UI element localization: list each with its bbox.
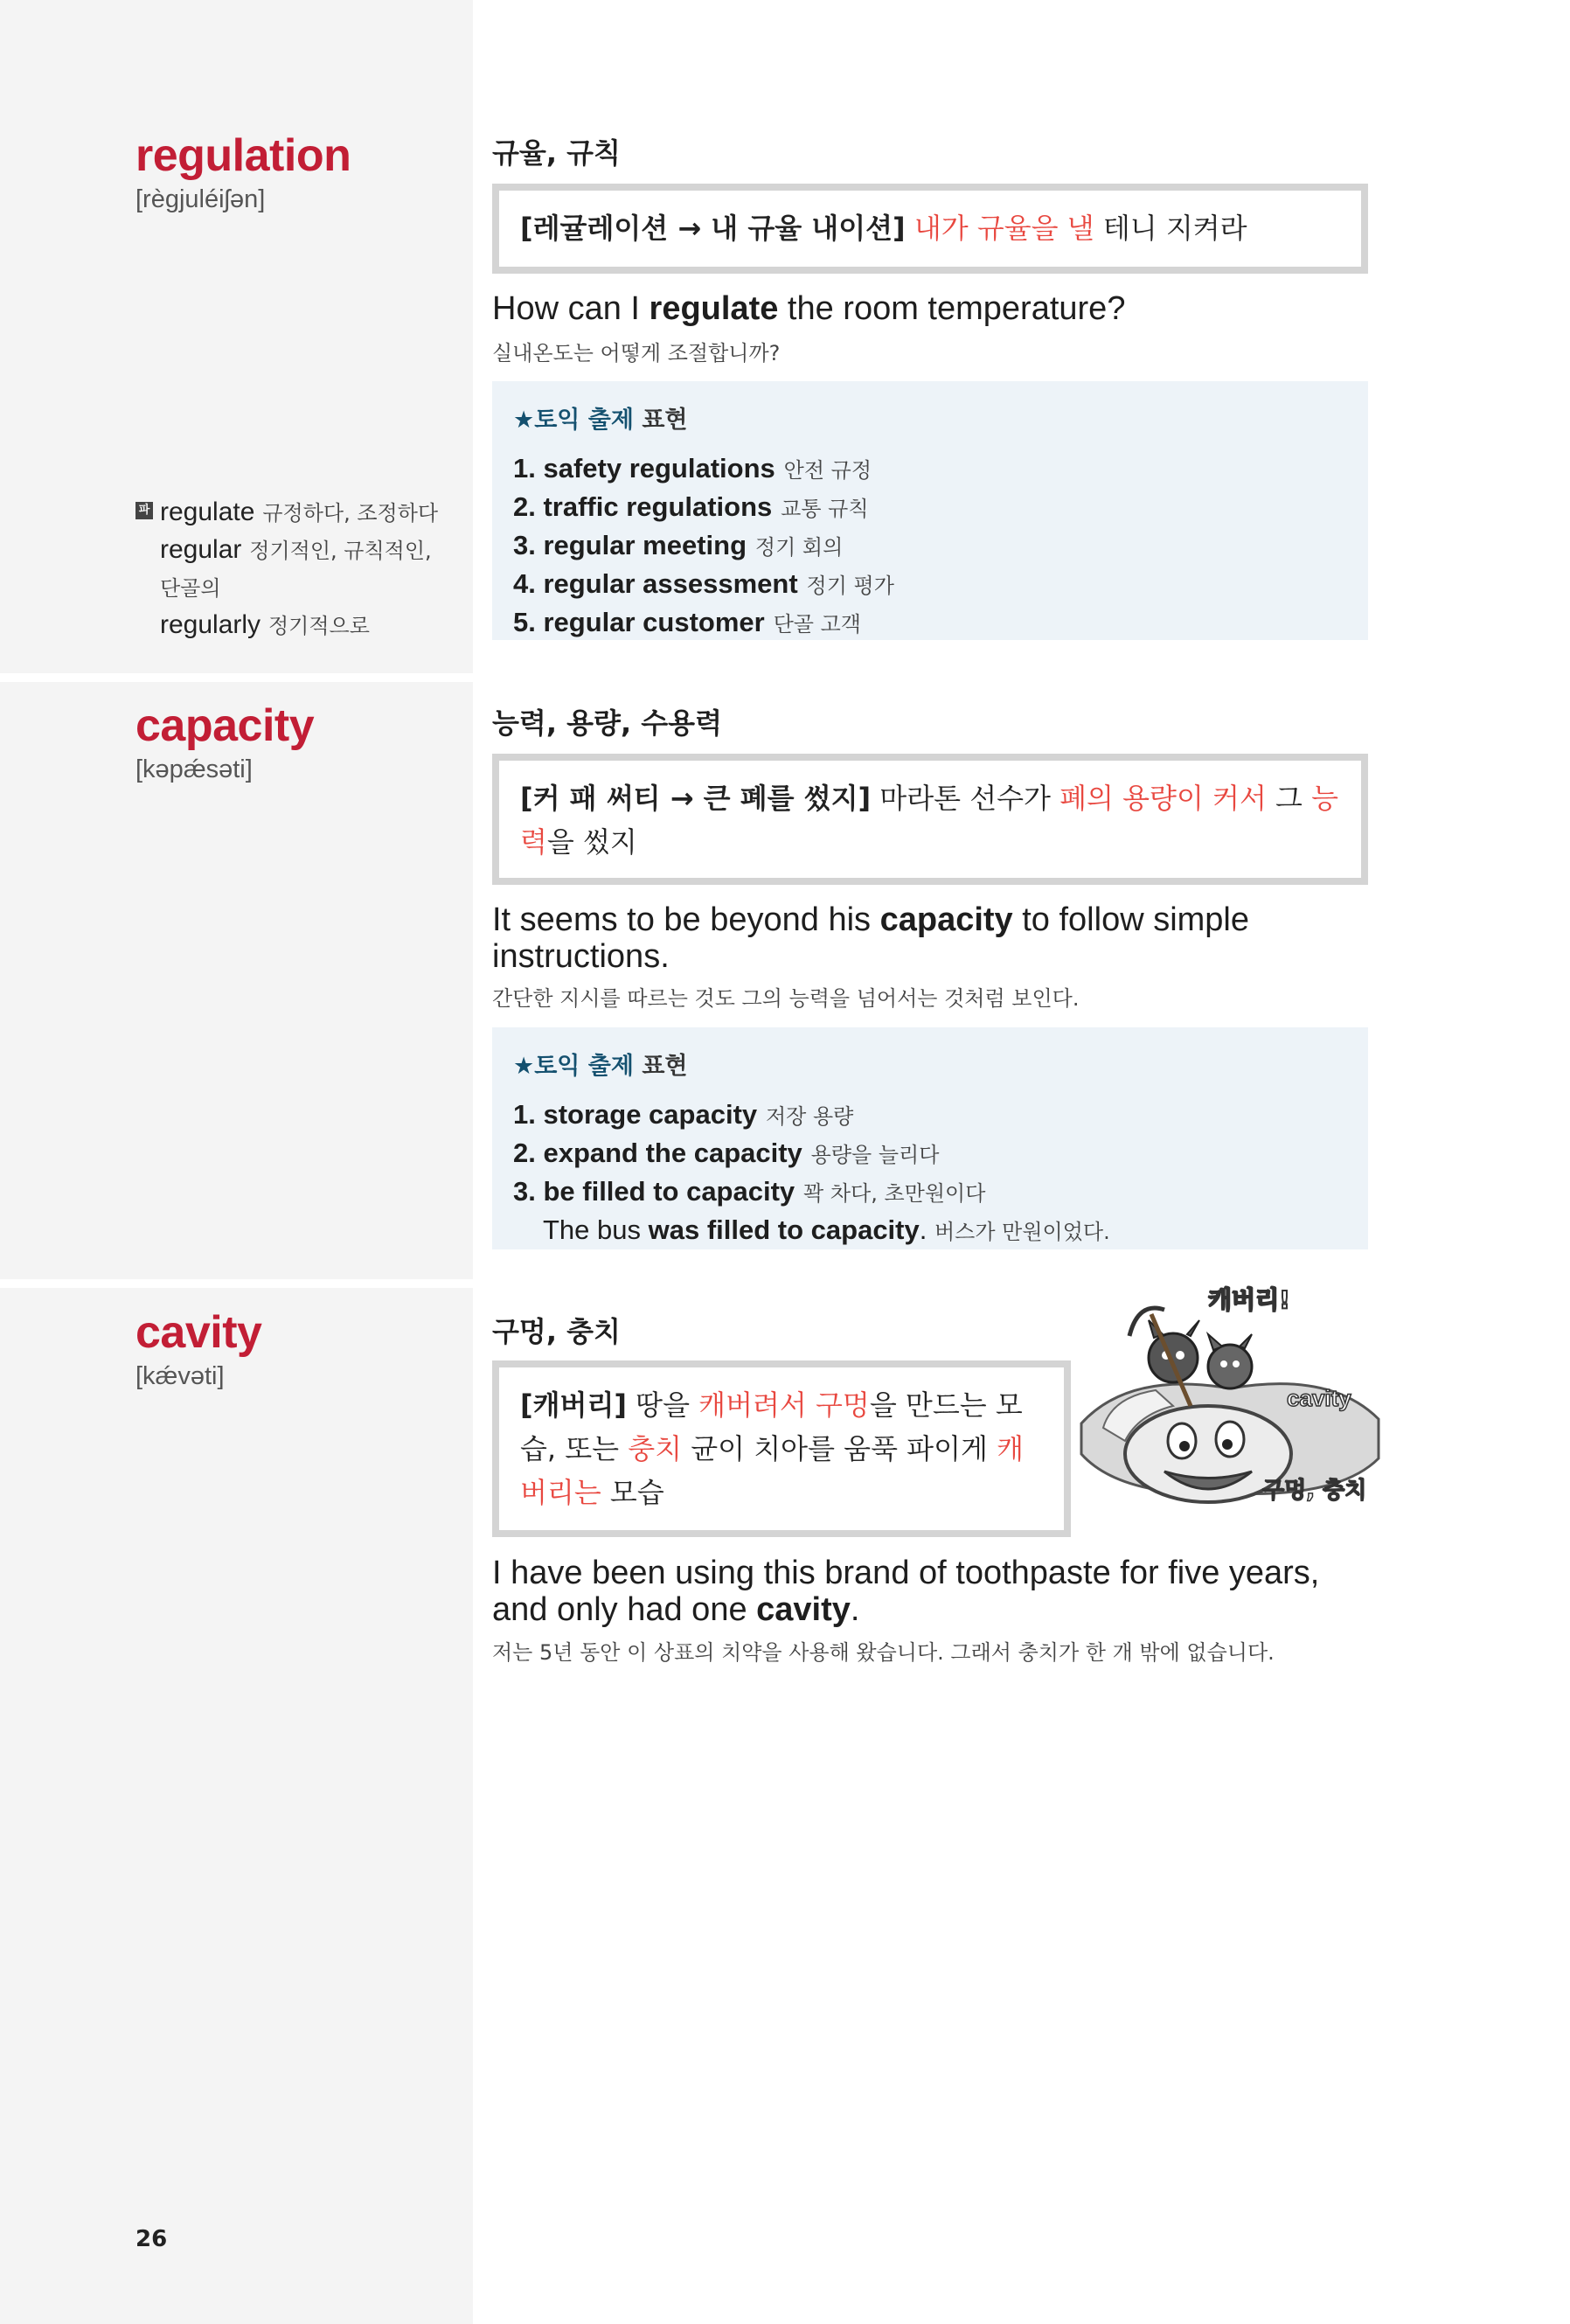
headword-regulation: regulation [135,130,351,181]
related-words [135,494,468,644]
page-number: 26 [135,2226,168,2252]
toeic-item: 3. be filled to capacity 꽉 차다, 초만원이다 [513,1176,986,1207]
section-divider [0,1279,473,1288]
toeic-item: 5. regular customer 단골 고객 [513,607,861,637]
mnemonic-box: [캐버리] 땅을 캐버려서 구멍을 만드는 모습, 또는 충치 균이 치아를 움푹 파이게 캐버리는 모습 [492,1360,1071,1537]
toeic-item: 1. safety regulations 안전 규정 [513,453,872,484]
related-row: regular 정기적인, 규칙적인, [160,535,432,564]
example-translation: 간단한 지시를 따르는 것도 그의 능력을 넘어서는 것처럼 보인다. [492,986,1080,1011]
toeic-item: 2. traffic regulations 교통 규칙 [513,491,869,522]
eye-icon [1168,1423,1196,1458]
toeic-example: The bus was filled to capacity. 버스가 만원이었다. [543,1214,1110,1245]
meaning-capacity: 능력, 용량, 수용력 [492,706,722,740]
example-translation: 저는 5년 동안 이 상표의 치약을 사용해 왔습니다. 그래서 충치가 한 개 밖에 없습니다. [492,1640,1275,1665]
cavity-illustration [1077,1275,1383,1537]
toeic-item: 1. storage capacity 저장 용량 [513,1099,854,1130]
example-sentence: How can I regulate the room temperature? [492,290,1126,327]
toeic-item: 2. expand the capacity 용량을 늘리다 [513,1138,940,1168]
related-row: regulate 규정하다, 조정하다 [160,498,439,526]
pupil-icon [1179,1441,1190,1451]
germ-eye [1176,1351,1184,1360]
germ-icon [1149,1333,1198,1382]
derivative-mark: 파 [135,502,153,519]
example-translation: 실내온도는 어떻게 조절합니까? [492,341,781,365]
mnemonic-box: [레귤레이션 → 내 규율 내이션] 내가 규율을 낼 테니 지켜라 [492,184,1368,274]
illustration-label: cavity [1287,1385,1351,1411]
meaning-regulation: 규율, 규칙 [492,136,621,170]
mnemonic-box: [커 패 써티 → 큰 폐를 썼지] 마라톤 선수가 폐의 용량이 커서 그 능력을 썼지 [492,754,1368,885]
illustration-title: 캐버리! [1208,1285,1290,1314]
example-sentence: It seems to be beyond his capacity to follow simple instructions. [492,901,1250,975]
headword-cavity: cavity [135,1307,262,1358]
germ-icon [1208,1345,1252,1388]
toeic-item: 3. regular meeting 정기 회의 [513,530,844,560]
toeic-header: ★토익 출제 표현 [513,1053,688,1080]
toeic-expressions [492,1027,1368,1249]
example-sentence: I have been using this brand of toothpaste for five years, and only had one cavity. [492,1555,1320,1628]
section-divider [0,673,473,682]
pronunciation-regulation: [règjuléiʃən] [135,185,266,213]
pupil-icon [1222,1439,1233,1450]
germ-eye [1220,1360,1227,1367]
germ-eye [1233,1360,1240,1367]
related-row: 단골의 [160,576,221,601]
toeic-item: 4. regular assessment 정기 평가 [513,568,894,599]
eye-icon [1216,1422,1244,1457]
illustration-caption: 구멍, 충치 [1262,1478,1367,1504]
pronunciation-capacity: [kəpǽsəti] [135,755,253,783]
left-column [0,0,473,2324]
pronunciation-cavity: [kǽvəti] [135,1362,225,1390]
toeic-header: ★토익 출제 표현 [513,407,688,434]
headword-capacity: capacity [135,700,315,751]
related-row: regularly 정기적으로 [160,610,370,639]
meaning-cavity: 구멍, 충치 [492,1315,621,1348]
toeic-expressions [492,381,1368,640]
